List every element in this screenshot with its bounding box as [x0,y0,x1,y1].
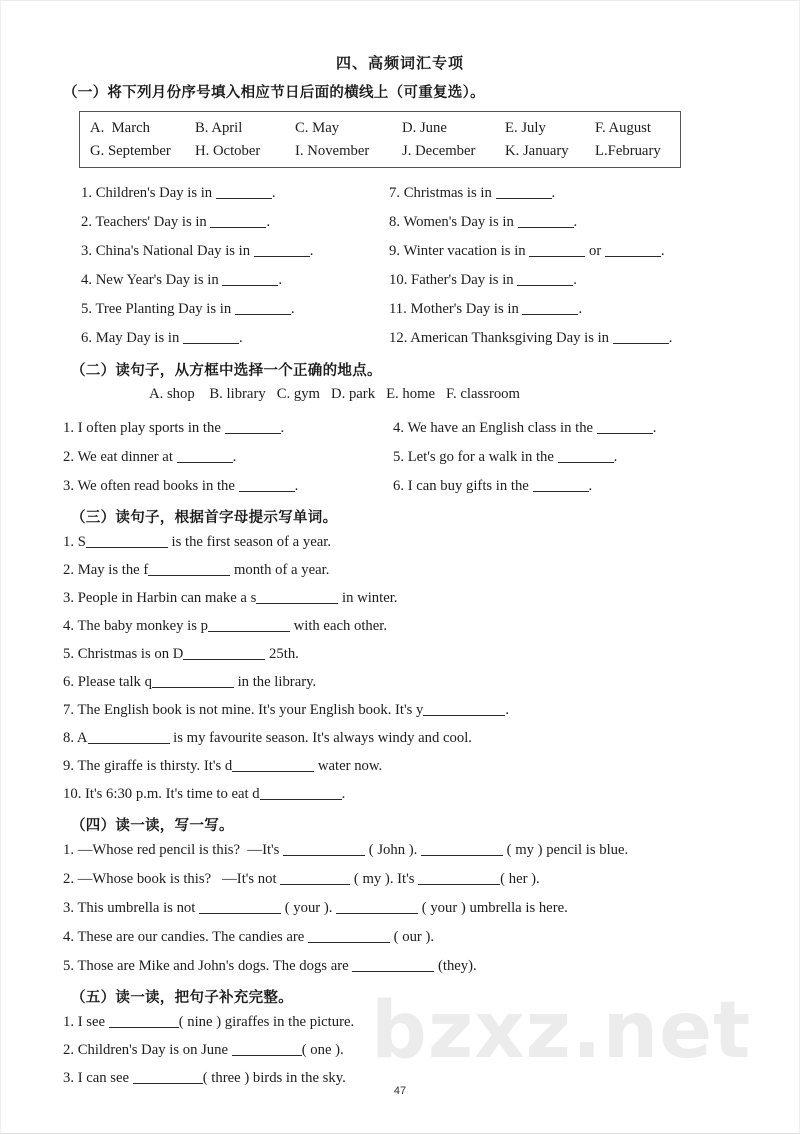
item-number: 3. [63,590,75,606]
item-tail: ( three ) birds in the sky. [202,1070,346,1086]
answer-blank[interactable] [597,433,653,434]
s1-item-6 [81,330,243,347]
item-number: 6. [393,478,405,494]
answer-blank[interactable] [177,462,233,463]
option-key: A. [90,120,105,136]
item-text: Children's Day is on June [77,1042,229,1058]
item-text: The baby monkey is p [77,618,208,634]
s1-item-5 [81,301,295,318]
item-text: ( her ). [500,871,540,887]
item-number: 4. [393,420,405,436]
item-conjunction: or [588,243,602,259]
option-label: January [522,143,569,159]
s1-item-7 [389,185,555,202]
item-number: 1. [63,534,75,550]
option-label: March [111,120,150,136]
item-text: Children's Day is in [95,185,213,201]
item-number: 4. [81,272,93,288]
answer-blank[interactable] [254,256,310,257]
item-text: Christmas is on D [77,646,184,662]
s3-item-10 [63,786,345,803]
option-label: October [212,143,261,159]
item-number: 8. [63,730,75,746]
item-tail: . [294,478,299,494]
item-text: ( your ) umbrella is here. [421,900,568,916]
option-label: February [607,143,661,159]
item-text: —It's [247,842,280,858]
s1-item-4 [81,272,282,289]
s3-item-6 [63,674,316,691]
item-number: 3. [63,1070,75,1086]
answer-blank[interactable] [529,256,585,257]
answer-blank[interactable] [232,1055,302,1056]
option-key: L. [595,143,608,159]
item-text: —It's not [222,871,277,887]
s2-item-5 [393,449,617,466]
answer-blank[interactable] [517,285,573,286]
item-number: 9. [63,758,75,774]
option-label: library [226,386,266,402]
s5-item-1 [63,1014,354,1031]
answer-blank[interactable] [522,314,578,315]
section1-heading: （一）将下列月份序号填入相应节日后面的横线上（可重复选）。 [63,85,485,101]
section4-heading: （四）读一读，写一写。 [71,818,234,834]
item-text: Christmas is in [403,185,492,201]
option-key: D. [402,120,417,136]
option-label: May [312,120,340,136]
item-tail: in winter. [342,590,398,606]
item-tail: . [232,449,237,465]
section3-heading: （三）读句子，根据首字母提示写单词。 [71,510,338,526]
s3-item-4 [63,618,387,635]
item-number: 4. [63,618,75,634]
answer-blank[interactable] [421,855,503,856]
item-text: Mother's Day is in [410,301,519,317]
item-text: American Thanksgiving Day is in [410,330,610,346]
item-number: 2. [63,1042,75,1058]
item-number: 6. [81,330,93,346]
item-tail: . [578,301,583,317]
s1-item-12 [389,330,672,347]
answer-blank[interactable] [336,913,418,914]
s1-item-8 [389,214,577,231]
option-key: D. [330,386,346,402]
item-text: Let's go for a walk in the [407,449,554,465]
s2-item-4 [393,420,656,437]
item-text: —Whose red pencil is this? [77,842,241,858]
item-number: 2. [63,449,75,465]
s1-item-1 [81,185,276,202]
item-tail: . [573,214,578,230]
answer-blank[interactable] [423,715,505,716]
answer-blank[interactable] [239,491,295,492]
answer-blank[interactable] [183,659,265,660]
s2-item-3 [63,478,298,495]
answer-blank[interactable] [86,547,168,548]
place-option-d[interactable] [331,386,375,402]
place-option-a[interactable] [149,386,195,402]
option-label: June [419,120,447,136]
item-text: These are our candies. The candies are [77,929,305,945]
option-key: K. [505,143,520,159]
item-tail: . [551,185,556,201]
answer-blank[interactable] [235,314,291,315]
page-title: 四、高频词汇专项 [335,54,464,72]
section2-heading: （二）读句子，从方框中选择一个正确的地点。 [71,363,382,379]
item-number: 3. [63,900,75,916]
option-key: G. [90,143,105,159]
item-number: 1. [63,420,75,436]
item-tail: with each other. [293,618,388,634]
item-tail: ( nine ) giraffes in the picture. [178,1014,355,1030]
item-tail: 25th. [269,646,299,662]
s3-item-8 [63,730,472,747]
month-option-g[interactable] [90,143,171,160]
answer-blank[interactable] [232,771,314,772]
item-tail: month of a year. [233,562,330,578]
item-text: This umbrella is not [77,900,196,916]
s1-item-9 [389,243,665,260]
item-text: Women's Day is in [403,214,514,230]
s2-item-2 [63,449,236,466]
item-text: I can buy gifts in the [407,478,529,494]
month-options-box [79,111,681,168]
month-option-d[interactable] [402,120,447,137]
item-number: 11. [389,301,407,317]
option-key: B. [195,120,209,136]
watermark: bzxz.net [371,986,752,1076]
answer-blank[interactable] [518,227,574,228]
month-option-a[interactable] [90,120,150,137]
place-option-b[interactable] [209,386,265,402]
option-label: shop [166,386,195,402]
item-number: 2. [81,214,93,230]
item-text: I can see [77,1070,130,1086]
item-tail: . [278,272,283,288]
option-key: E. [505,120,518,136]
item-text: We eat dinner at [77,449,173,465]
answer-blank[interactable] [533,491,589,492]
s1-item-2 [81,214,270,231]
item-tail: . [290,301,295,317]
item-tail: . [271,185,276,201]
item-text: New Year's Day is in [95,272,219,288]
item-tail: . [341,786,346,802]
option-key: J. [402,143,412,159]
option-label: July [521,120,546,136]
answer-blank[interactable] [308,942,390,943]
item-number: 2. [63,562,75,578]
s4-item-5 [63,958,477,975]
option-label: April [211,120,243,136]
item-number: 5. [393,449,405,465]
answer-blank[interactable] [605,256,661,257]
option-key: H. [195,143,210,159]
s1-item-10 [389,272,577,289]
item-text: ( John ). [368,842,418,858]
item-text: ( your ). [284,900,333,916]
item-tail: water now. [317,758,383,774]
s4-item-4 [63,929,434,946]
item-tail: . [652,420,657,436]
section2-options [149,386,520,403]
month-option-i[interactable] [295,143,369,160]
item-tail: is the first season of a year. [171,534,332,550]
s4-item-1 [63,842,628,859]
s4-item-2 [63,871,540,888]
s3-item-2 [63,562,329,579]
month-option-b[interactable] [195,120,242,137]
answer-blank[interactable] [199,913,281,914]
answer-blank[interactable] [283,855,365,856]
month-option-l[interactable] [595,143,661,160]
item-text: May is the f [77,562,149,578]
item-tail: in the library. [237,674,317,690]
item-tail: ( one ). [301,1042,344,1058]
option-key: I. [295,143,304,159]
answer-blank[interactable] [352,971,434,972]
item-number: 10. [389,272,408,288]
option-label: August [608,120,651,136]
s2-item-1 [63,420,284,437]
option-key: B. [209,386,223,402]
item-text: It's 6:30 p.m. It's time to eat d [85,786,260,802]
answer-blank[interactable] [208,631,290,632]
item-number: 12. [389,330,408,346]
item-number: 7. [389,185,401,201]
item-number: 10. [63,786,82,802]
item-number: 1. [63,1014,75,1030]
option-label: classroom [460,386,520,402]
answer-blank[interactable] [152,687,234,688]
s1-item-3 [81,243,313,260]
item-text: We have an English class in the [407,420,594,436]
item-text: People in Harbin can make a s [77,590,257,606]
item-text: We often read books in the [77,478,235,494]
item-text: S [77,534,86,550]
month-option-k[interactable] [505,143,569,160]
answer-blank[interactable] [256,603,338,604]
answer-blank[interactable] [183,343,239,344]
answer-blank[interactable] [418,884,500,885]
item-number: 6. [63,674,75,690]
s4-item-3 [63,900,568,917]
item-tail: . [266,214,271,230]
item-tail: . [660,243,665,259]
item-number: 8. [389,214,401,230]
item-tail: . [280,420,285,436]
option-key: C. [295,120,309,136]
item-number: 4. [63,929,75,945]
item-text: Winter vacation is in [403,243,526,259]
answer-blank[interactable] [558,462,614,463]
place-option-f[interactable] [446,386,520,402]
option-key: F. [595,120,606,136]
item-tail: . [309,243,314,259]
month-option-h[interactable] [195,143,260,160]
answer-blank[interactable] [225,433,281,434]
answer-blank[interactable] [210,227,266,228]
s3-item-9 [63,758,382,775]
s3-item-5 [63,646,299,663]
answer-blank[interactable] [88,743,170,744]
option-label: December [415,143,476,159]
answer-blank[interactable] [109,1027,179,1028]
option-label: gym [293,386,320,402]
month-option-f[interactable] [595,120,651,137]
option-key: C. [276,386,291,402]
item-number: 5. [63,646,75,662]
s1-item-11 [389,301,582,318]
item-tail: . [505,702,510,718]
item-number: 3. [63,478,75,494]
answer-blank[interactable] [260,799,342,800]
option-label: November [307,143,370,159]
answer-blank[interactable] [613,343,669,344]
item-text: May Day is in [95,330,180,346]
place-option-e[interactable] [386,386,435,402]
s3-item-3 [63,590,397,607]
item-text: China's National Day is in [95,243,251,259]
item-text: The English book is not mine. It's your English book. It's y [77,702,424,718]
item-number: 1. [81,185,93,201]
item-tail: . [668,330,673,346]
item-text: ( my ). It's [353,871,415,887]
item-text: Teachers' Day is in [95,214,207,230]
month-option-e[interactable] [505,120,546,137]
answer-blank[interactable] [216,198,272,199]
option-label: home [402,386,436,402]
item-tail: . [588,478,593,494]
item-text: Father's Day is in [411,272,514,288]
answer-blank[interactable] [496,198,552,199]
item-text: A [76,730,88,746]
item-tail: . [239,330,243,346]
item-text: The giraffe is thirsty. It's d [77,758,233,774]
answer-blank[interactable] [280,884,350,885]
item-number: 9. [389,243,401,259]
option-label: park [348,386,376,402]
option-key: A. [149,386,164,402]
place-option-c[interactable] [277,386,320,402]
item-number: 2. [63,871,75,887]
item-text: Please talk q [77,674,152,690]
item-number: 3. [81,243,93,259]
item-number: 7. [63,702,75,718]
item-number: 5. [63,958,75,974]
option-key: E. [386,386,399,402]
item-text: (they). [437,958,477,974]
item-number: 5. [81,301,93,317]
answer-blank[interactable] [222,285,278,286]
s2-item-6 [393,478,592,495]
section5-heading: （五）读一读，把句子补充完整。 [71,990,293,1006]
option-key: F. [446,386,457,402]
item-tail: . [613,449,618,465]
item-text: —Whose book is this? [77,871,212,887]
item-text: Those are Mike and John's dogs. The dogs are [77,958,349,974]
item-text: I often play sports in the [77,420,221,436]
answer-blank[interactable] [133,1083,203,1084]
page-number: 47 [393,1085,407,1097]
month-option-c[interactable] [295,120,339,137]
item-number: 1. [63,842,75,858]
option-label: September [107,143,171,159]
answer-blank[interactable] [148,575,230,576]
item-tail: . [573,272,577,288]
item-text: ( our ). [393,929,435,945]
item-tail: is my favourite season. It's always windy and cool. [173,730,472,746]
s3-item-7 [63,702,509,719]
item-text: ( my ) pencil is blue. [506,842,629,858]
s5-item-2 [63,1042,344,1059]
item-text: Tree Planting Day is in [95,301,232,317]
s3-item-1 [63,534,331,551]
month-option-j[interactable] [402,143,475,160]
item-text: I see [77,1014,106,1030]
